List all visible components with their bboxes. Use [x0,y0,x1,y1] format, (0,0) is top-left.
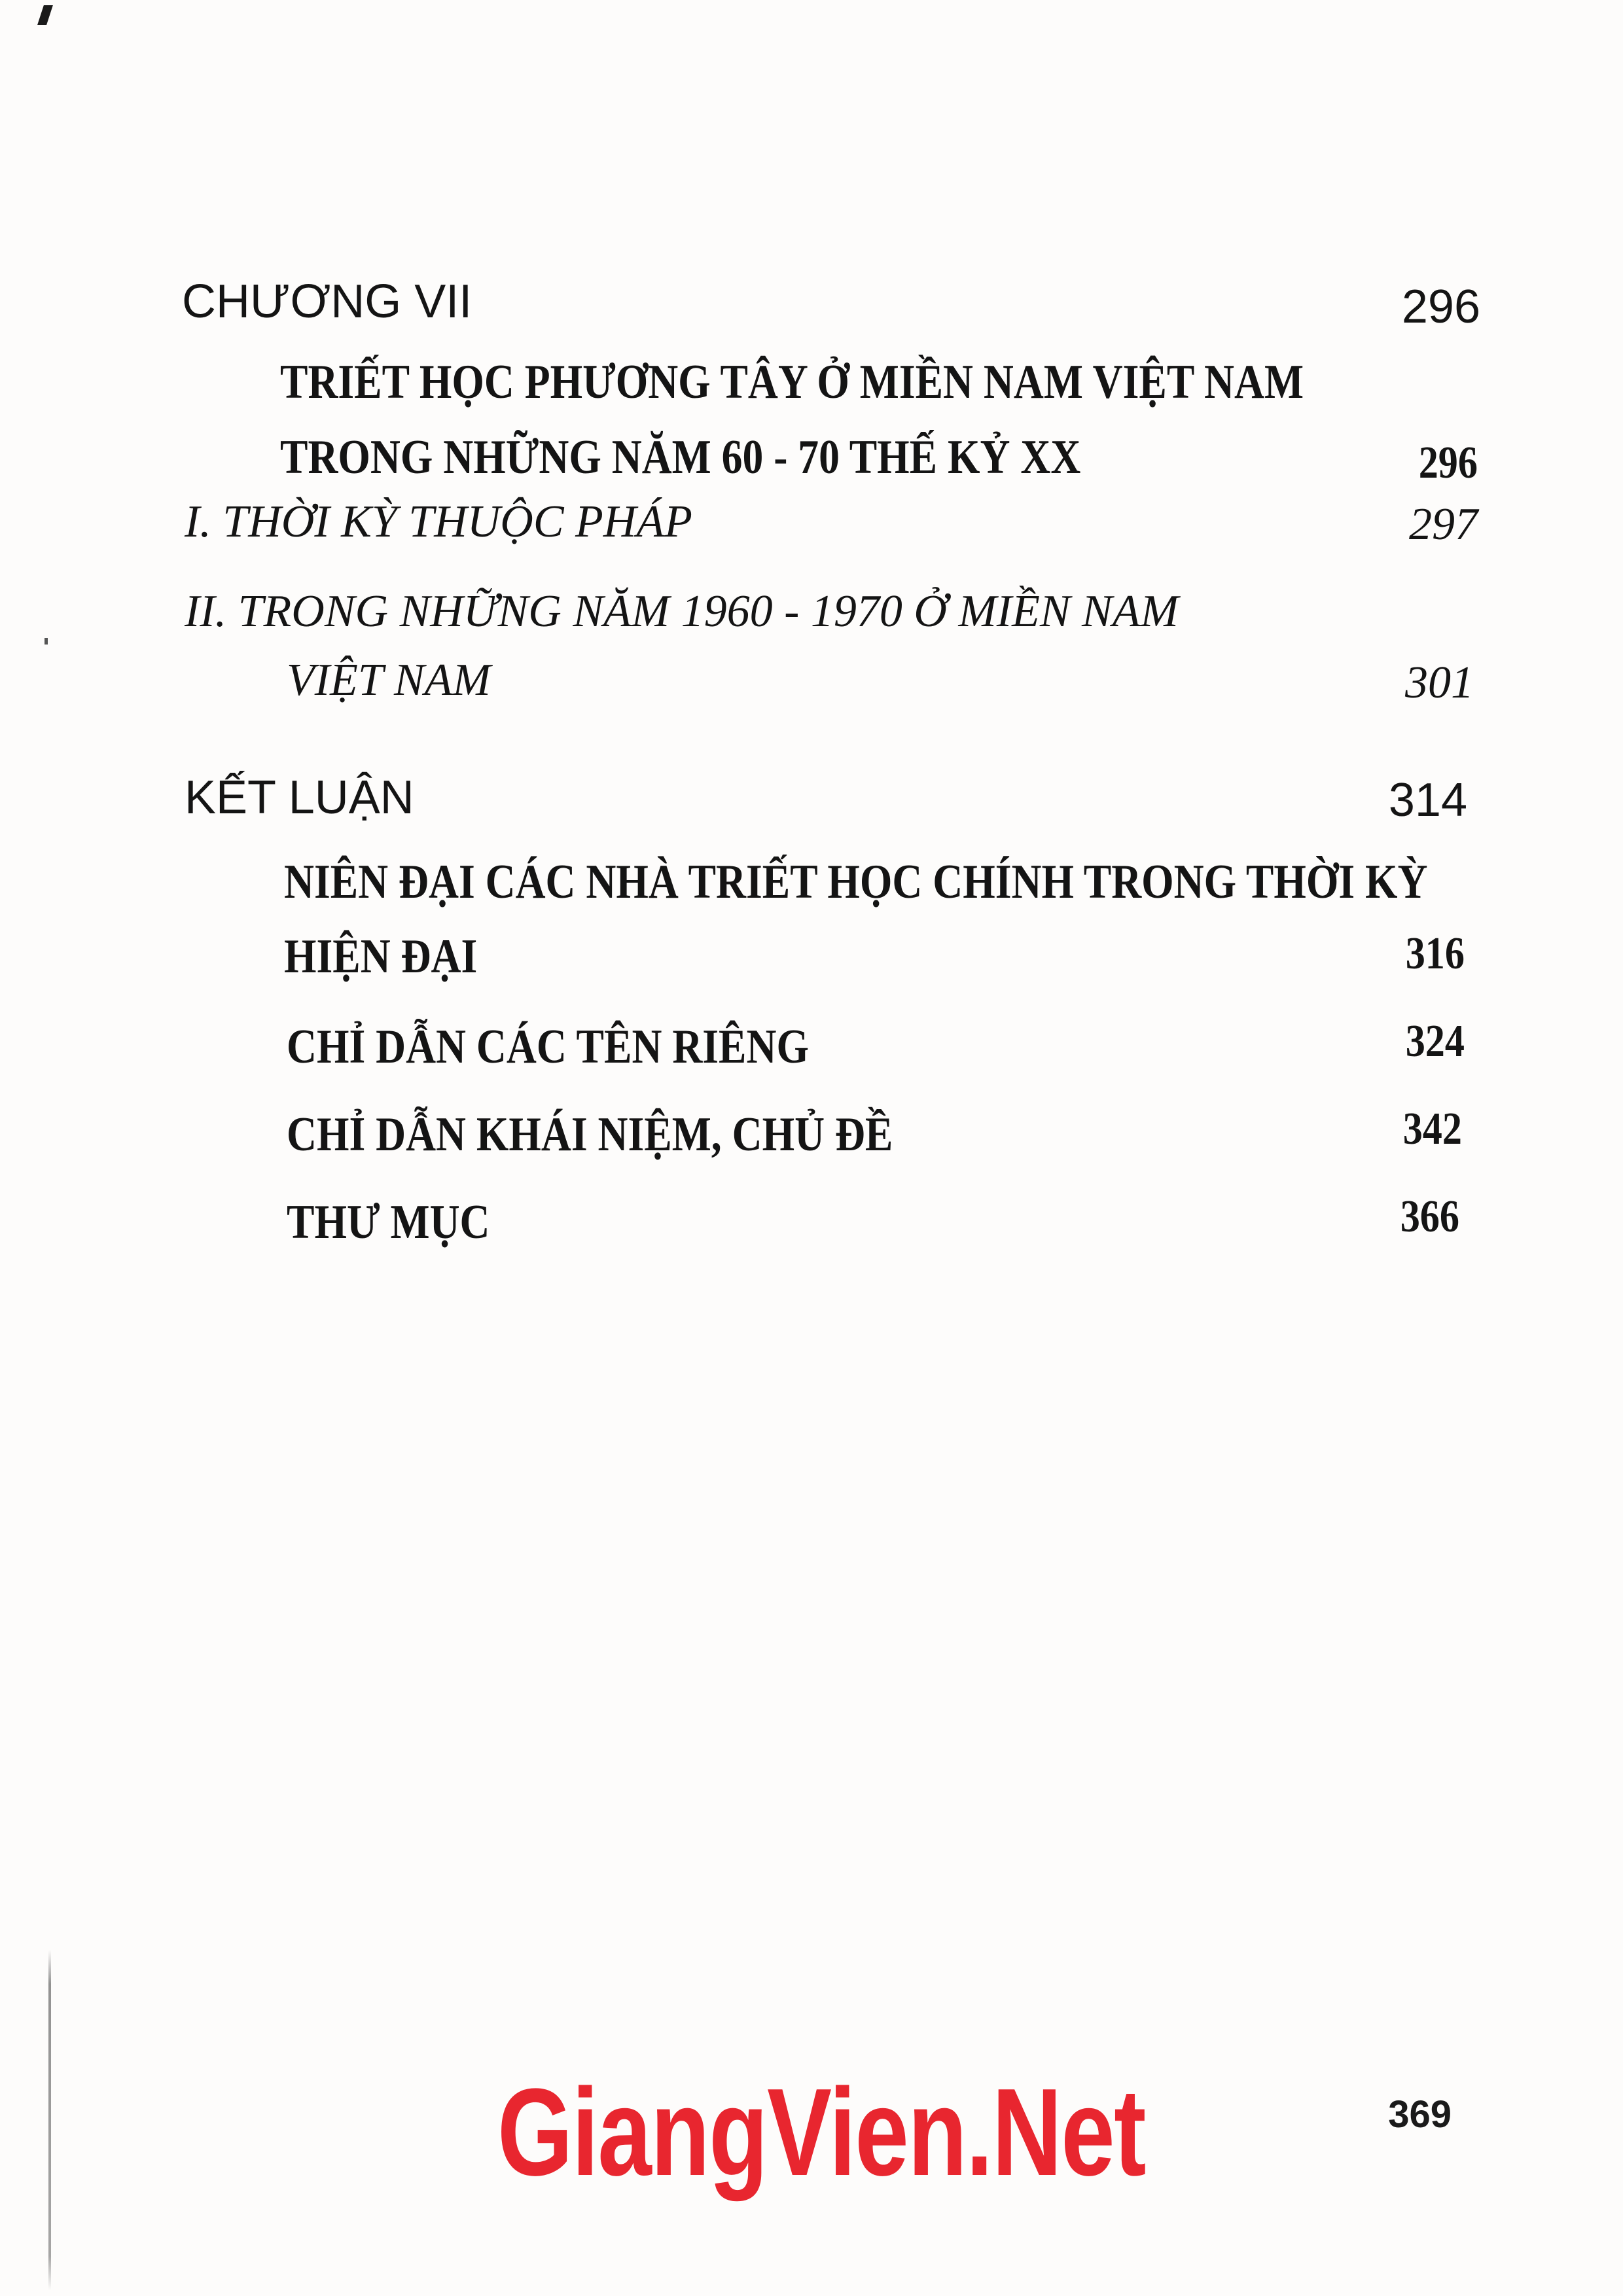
toc-appendix-concepts-label: CHỈ DẪN KHÁI NIỆM, CHỦ ĐỀ [287,1108,893,1161]
scan-artifact-dot [45,638,48,645]
toc-chapter-7-page: 296 [1401,281,1480,333]
toc-appendix-names-page: 324 [1405,1016,1465,1067]
toc-chapter-7-title-line2: TRONG NHỮNG NĂM 60 - 70 THẾ KỶ XX [280,431,1081,484]
toc-appendix-chronology-line2: HIỆN ĐẠI [284,930,478,983]
toc-section-2-page: 301 [1405,658,1474,708]
toc-section-2-label-line2: VIỆT NAM [287,655,491,705]
toc-section-1-label: I. THỜI KỲ THUỘC PHÁP [185,497,692,547]
toc-appendix-chronology-line1: NIÊN ĐẠI CÁC NHÀ TRIẾT HỌC CHÍNH TRONG THỜI KỲ [284,855,1428,909]
toc-appendix-bibliography-page: 366 [1400,1192,1459,1242]
watermark-logo: GiangVien.Net [497,2063,1145,2202]
toc-appendix-chronology-page: 316 [1405,928,1465,979]
toc-section-1-page: 297 [1409,499,1478,550]
toc-chapter-7-title-line1: TRIẾT HỌC PHƯƠNG TÂY Ở MIỀN NAM VIỆT NAM [280,355,1304,409]
toc-chapter-7-label: CHƯƠNG VII [182,275,473,328]
scan-artifact-edge [48,1950,51,2290]
scan-artifact-corner [37,5,53,25]
toc-appendix-bibliography-label: THƯ MỤC [287,1195,490,1249]
toc-appendix-concepts-page: 342 [1402,1104,1462,1154]
toc-conclusion-page: 314 [1388,774,1467,826]
page-number: 369 [1388,2093,1452,2136]
toc-chapter-7-title-page: 296 [1418,438,1478,488]
toc-section-2-label-line1: II. TRONG NHỮNG NĂM 1960 - 1970 Ở MIỀN NAM [185,586,1179,637]
toc-appendix-names-label: CHỈ DẪN CÁC TÊN RIÊNG [287,1020,809,1074]
toc-conclusion-label: KẾT LUẬN [185,771,414,824]
